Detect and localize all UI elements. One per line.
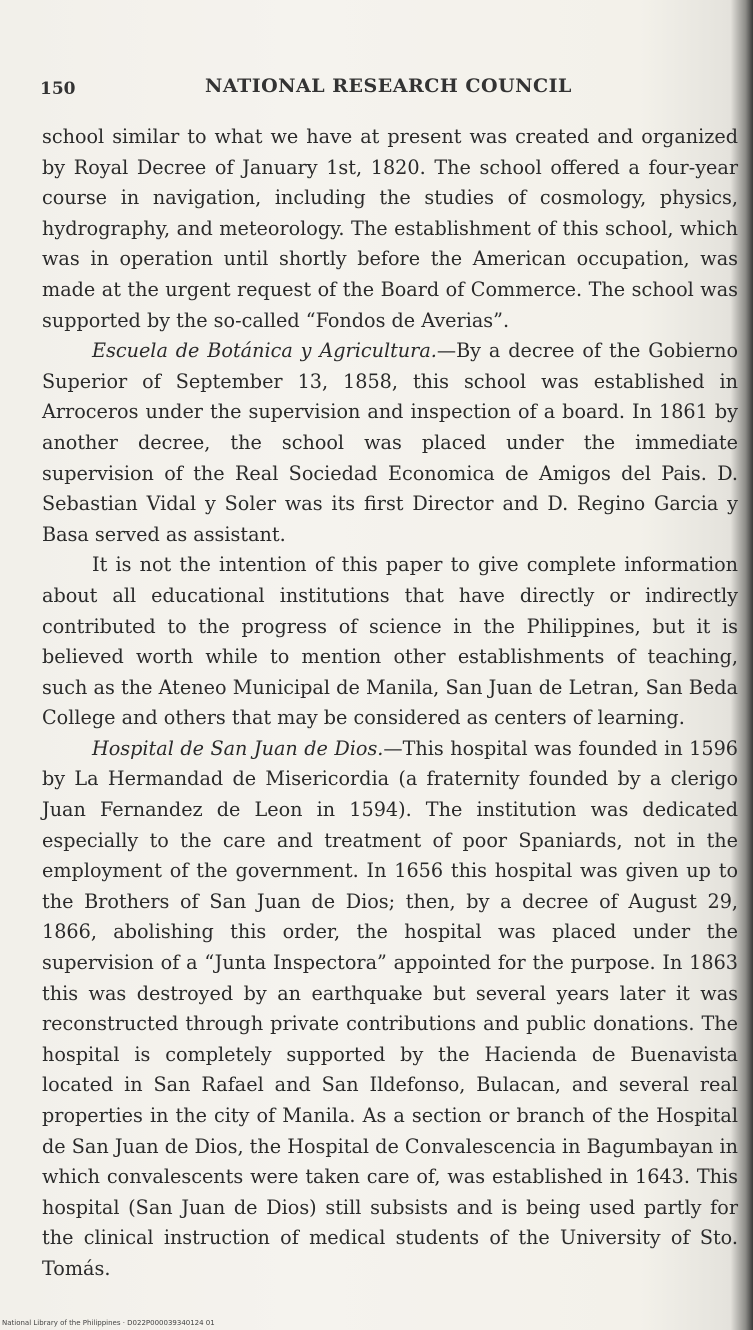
paragraph-text: school similar to what we have at present was created and organized by Royal Decree of January 1st, 1820. The school offered a four-year course in navigation, including the studies of cosmology, physics, hydrography, and meteorology. The establishment of this school, which was in operation until shortly before the American occupation, was made at the urgent request of the Board of Commerce. The school was supported by the so-called “Fondos de Averias”.	[42, 125, 738, 332]
page-number: 150	[40, 79, 76, 99]
section-heading: Escuela de Botánica y Agricultura.	[92, 339, 437, 363]
paragraph-text: —This hospital was founded in 1596 by La Hermandad de Misericordia (a fraternity founded by a clerigo Juan Fernandez de Leon in 1594). The institution was dedicated especially to the care and treatment of poor Spaniards, not in the employment of the government. In 1656 this hospital was given up to the Brothers of San Juan de Dios; then, by a decree of August 29, 1866, abolishing this order, the hospital was placed under the supervision of a “Junta Inspectora” appointed for the purpose. In 1863 this was destroyed by an earthquake but several years later it was reconstructed through private contributions and public donations. The hospital is completely supported by the Hacienda de Buenavista located in San Rafael and San Ildefonso, Bulacan, and several real properties in the city of Manila. As a section or branch of the Hospital de San Juan de Dios, the Hospital de Convalescencia in Bagumbayan in which convalescents were taken care of, was established in 1643. This hospital (San Juan de Dios) still subsists and is being used partly for the clinical instruction of medical students of the University of Sto. Tomás.	[42, 736, 738, 1280]
paragraph-text: —By a decree of the Gobierno Superior of September 13, 1858, this school was established in Arroceros under the supervision and inspection of a board. In 1861 by another decree, the school was placed under the immediate supervision of the Real Sociedad Economica de Amigos del Pais. D. Sebastian Vidal y Soler was its first Director and D. Regino Garcia y Basa served as assistant.	[42, 339, 738, 546]
paragraph-text: It is not the intention of this paper to give complete information about all educational institutions that have directly or indirectly contributed to the progress of science in the Philippines, but it is believed worth while to mention other establishments of teaching, such as the Ateneo Municipal de Manila, San Juan de Letran, San Beda College and others that may be considered as centers of learning.	[42, 553, 738, 730]
body-text	[42, 122, 738, 1285]
paragraph-escuela-botanica	[42, 336, 738, 550]
running-head: NATIONAL RESEARCH COUNCIL	[205, 75, 572, 97]
paragraph-other-institutions	[42, 550, 738, 734]
paragraph-hospital-san-juan	[42, 734, 738, 1285]
paragraph-navigation-school	[42, 122, 738, 336]
library-footer: National Library of the Philippines · D022P000039340124 01	[2, 1319, 215, 1327]
section-heading: Hospital de San Juan de Dios.	[92, 736, 384, 760]
page-header	[40, 75, 720, 105]
